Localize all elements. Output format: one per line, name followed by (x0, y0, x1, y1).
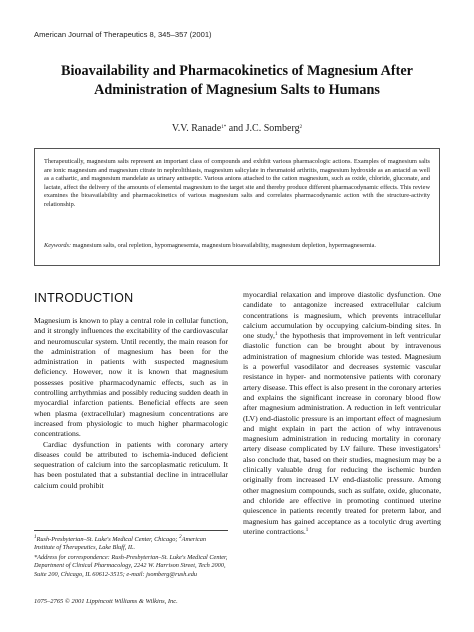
author-2-affiliation-mark: 2 (299, 125, 303, 130)
affiliation-mark-1: 1 (34, 535, 37, 540)
right-column-paragraph (243, 290, 441, 537)
affiliation-2: American Institute of Therapeutics, Lake Bluff, IL. (34, 536, 207, 552)
section-heading-introduction: INTRODUCTION (34, 291, 134, 305)
title-line-1: Bioavailability and Pharmacokinetics of Magnesium After (61, 63, 413, 79)
right-text-c: also conclude that, based on their studies, magnesium may be a clinically valuable drug for reducing the ischemic burden originally from increased LV end-diastolic pressure. Among other magnesium compounds, such as sulfate, oxide, gluconate, and chloride are effective in promoting continued uterine quiescence in patients recently treated for preterm labor, and magnesium has gained acceptance as a tocolytic drug averting uterine contractions. (243, 454, 441, 536)
footnotes (34, 536, 228, 580)
keywords (44, 242, 430, 251)
reference-mark: 1 (438, 445, 441, 451)
author-1: V.V. Ranade (171, 123, 222, 134)
author-1-affiliation-mark: 1* (221, 125, 227, 130)
right-column (243, 290, 441, 537)
affiliation-mark-2: 2 (179, 535, 182, 540)
affiliation-footnote (34, 536, 228, 553)
footnote-divider (34, 530, 228, 531)
author-list (34, 123, 440, 134)
keywords-label: Keywords: (44, 242, 72, 249)
copyright-line: 1075–2765 © 2001 Lippincott Williams & Wilkins, Inc. (34, 598, 178, 605)
author-2: and J.C. Somberg (226, 123, 300, 134)
intro-paragraph-2: Cardiac dysfunction in patients with coronary artery diseases could be attributed to ischemia-induced deficient sequestration of calcium into the sarcoplasmatic reticulum. It has been postulated that a substantial decline in intracellular calcium could prohibit (34, 439, 228, 490)
journal-citation: American Journal of Therapeutics 8, 345–357 (2001) (34, 30, 212, 39)
abstract-text: Therapeutically, magnesium salts represent an important class of compounds and exhibit various pharmacologic actions. Examples of magnesium salts are ionic magnesium and magnesium citrate in nephrolithiasis, magnesium salicylate in rheumatoid arthritis, magnesium hydroxide as an antacid as well as a cathartic, and magnesium mandelate as urinary antiseptic. Various anions attached to the cation magnesium, such as oxide, chloride, gluconate, and lactate, affect the delivery of the amounts of elemental magnesium to the target site and thereby produce different pharmacodynamic effects. This review examines the bioavailability and pharmacokinetics of various magnesium salts and correlates pharmacodynamic action with the structure-activity relationship. (44, 158, 430, 208)
reference-mark: 1 (274, 332, 278, 338)
affiliation-1: Rush-Presbyterian–St. Luke's Medical Center, Chicago; (36, 536, 180, 543)
keywords-list: magnesium salts, oral repletion, hypomagnesemia, magnesium bioavailability, magnesium depletion, hypermagnesemia. (71, 242, 376, 249)
reference-mark: 1 (305, 527, 309, 533)
intro-paragraph-1: Magnesium is known to play a central role in cellular function, and it strongly influences the excitability of the cardiovascular and neuromuscular system. Until recently, the main reason for the administration of magnesium has been for the administration in patients with suspected magnesium deficiency. However, now it is known that magnesium possesses positive pharmacodynamic effects, such as in controlling arrhythmias and possibly reducing sudden death in myocardial infarction patients. Beneficial effects are seen when plasma (extracellular) magnesium concentrations are increased from physiologic to much higher pharmacologic concentrations. (34, 316, 228, 439)
right-text-b: the hypothesis that improvement in left ventricular diastolic function can be brought about by intravenous administration of magnesium chloride was tested. Magnesium is a powerful vasodilator and decreases systemic vascular resistance in hyper- and normotensive patients with coronary artery disease. This effect is also present in the coronary arteries and explains the significant increase in coronary blood flow after magnesium administration. A reduction in left ventricular (LV) end-diastolic pressure is an important effect of magnesium and might explain in part the action of why intravenous magnesium administration in reducing mortality in coronary artery disease complicated by LV failure. These investigators (243, 331, 441, 454)
title-line-2: Administration of Magnesium Salts to Humans (94, 82, 380, 98)
right-text-a: myocardial relaxation and improve diastolic dysfunction. One candidate to antagonize increased extracellular calcium concentrations is magnesium, which prevents intracellular calcium accumulation by occupying calcium-binding sites. In one study, (243, 290, 441, 341)
article-title (34, 62, 440, 100)
correspondence-footnote: *Address for correspondence: Rush-Presbyterian–St. Luke's Medical Center, Department of Clinical Pharmacology, 2242 W. Harrison Street, Tech 2000, Suite 200, Chicago, IL 60612-3515; e-mail: jsomberg@rush.edu (34, 553, 228, 578)
left-column (34, 316, 228, 491)
